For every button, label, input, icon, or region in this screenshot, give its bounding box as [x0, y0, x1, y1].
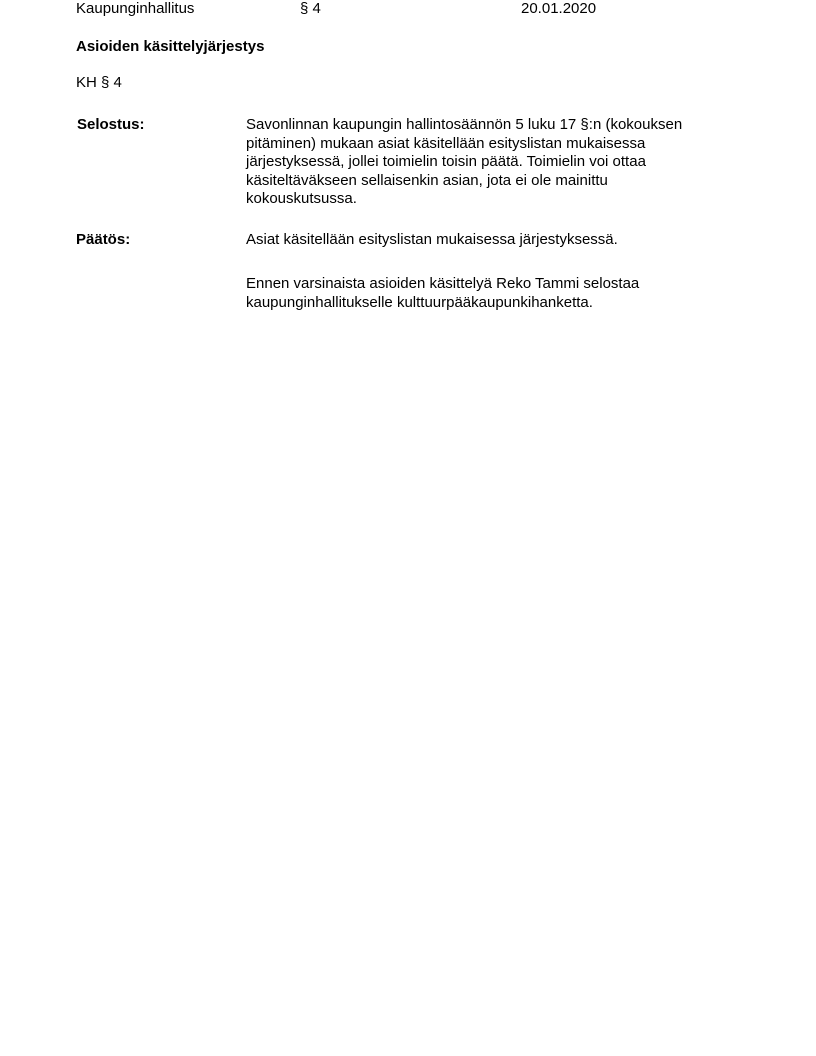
selostus-text: Savonlinnan kaupungin hallintosäännön 5 luku 17 §:n (kokouksen pitäminen) mukaan asiat käsitellään esityslistan mukaisessa järjestyksessä, jollei toimielin toisin päätä. Toimielin voi ottaa käsiteltäväkseen sellaisenkin asian, jota ei ole mainittu kokouskutsussa.: [246, 116, 683, 208]
header-body-name: Kaupunginhallitus: [76, 0, 195, 17]
header-section-number: § 4: [300, 0, 321, 17]
paatos-paragraph: Ennen varsinaista asioiden käsittelyä Reko Tammi selostaa kaupunginhallitukselle kulttuurpääkaupunkihanketta.: [246, 275, 640, 311]
document-title: Asioiden käsittelyjärjestys: [76, 38, 265, 55]
header-date: 20.01.2020: [521, 0, 597, 17]
paatos-label: Päätös:: [76, 231, 131, 248]
selostus-label: Selostus:: [77, 116, 145, 133]
paatos-paragraph: Asiat käsitellään esityslistan mukaisessa järjestyksessä.: [246, 231, 618, 248]
section-reference: KH § 4: [76, 74, 122, 91]
